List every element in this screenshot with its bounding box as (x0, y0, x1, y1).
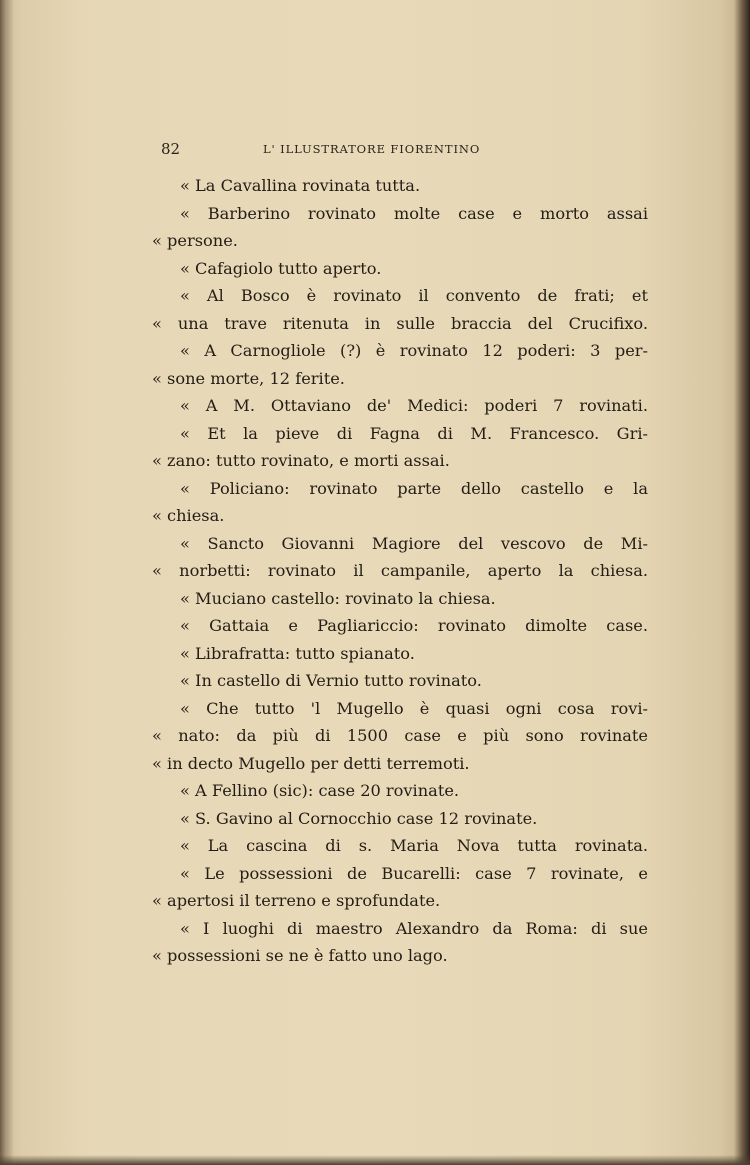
text-line: « S. Gavino al Cornocchio case 12 rovinate. (180, 808, 538, 828)
text-line: « Gattaia e Pagliariccio: rovinato dimolte case. (180, 616, 648, 635)
text-line: « A M. Ottaviano de' Medici: poderi 7 rovinati. (180, 396, 648, 415)
text-line: « Librafratta: tutto spianato. (180, 643, 415, 663)
page-bottom-edge (0, 1155, 750, 1165)
text-line: « In castello di Vernio tutto rovinato. (180, 671, 482, 690)
text-line: « A Carnogliole (?) è rovinato 12 poderi: 3 per- (180, 341, 648, 360)
text-line: « Al Bosco è rovinato il convento de frati; et (180, 286, 648, 305)
text-line: « zano: tutto rovinato, e morti assai. (152, 451, 450, 470)
text-line: « Policiano: rovinato parte dello castello e la (180, 478, 648, 498)
text-line: « I luoghi di maestro Alexandro da Roma: di sue (180, 918, 648, 938)
text-line: « A Fellino (sic): case 20 rovinate. (180, 781, 460, 800)
page-number: 82 (161, 140, 181, 158)
text-line: « La Cavallina rovinata tutta. (180, 176, 421, 195)
running-header (161, 140, 651, 162)
body-text (152, 172, 648, 970)
text-line: « Che tutto 'l Mugello è quasi ogni cosa rovi- (180, 698, 648, 718)
gutter-shadow (0, 0, 14, 1165)
text-line: « persone. (152, 231, 238, 250)
text-line: « in decto Mugello per detti terremoti. (152, 753, 470, 773)
text-line: « Cafagiolo tutto aperto. (180, 258, 382, 278)
text-line: « Muciano castello: rovinato la chiesa. (180, 588, 496, 608)
text-line: « Et la pieve di Fagna di M. Francesco. Gri- (180, 423, 648, 443)
text-line: « possessioni se ne è fatto uno lago. (152, 946, 448, 965)
text-line: « sone morte, 12 ferite. (152, 368, 345, 388)
text-line: « norbetti: rovinato il campanile, aperto la chiesa. (152, 561, 648, 580)
running-title: L' ILLUSTRATORE FIORENTINO (263, 142, 481, 156)
text-line: « Sancto Giovanni Magiore del vescovo de Mi- (180, 533, 648, 553)
text-line: « Le possessioni de Bucarelli: case 7 rovinate, e (180, 863, 648, 883)
text-line: « una trave ritenuta in sulle braccia del Crucifixo. (152, 313, 648, 333)
page-edge (734, 0, 750, 1165)
text-line: « apertosi il terreno e sprofundate. (152, 891, 441, 910)
text-line: « Barberino rovinato molte case e morto assai (180, 203, 648, 223)
text-line: « La cascina di s. Maria Nova tutta rovinata. (180, 836, 648, 855)
text-line: « nato: da più di 1500 case e più sono rovinate (152, 726, 648, 745)
text-line: « chiesa. (152, 506, 225, 525)
